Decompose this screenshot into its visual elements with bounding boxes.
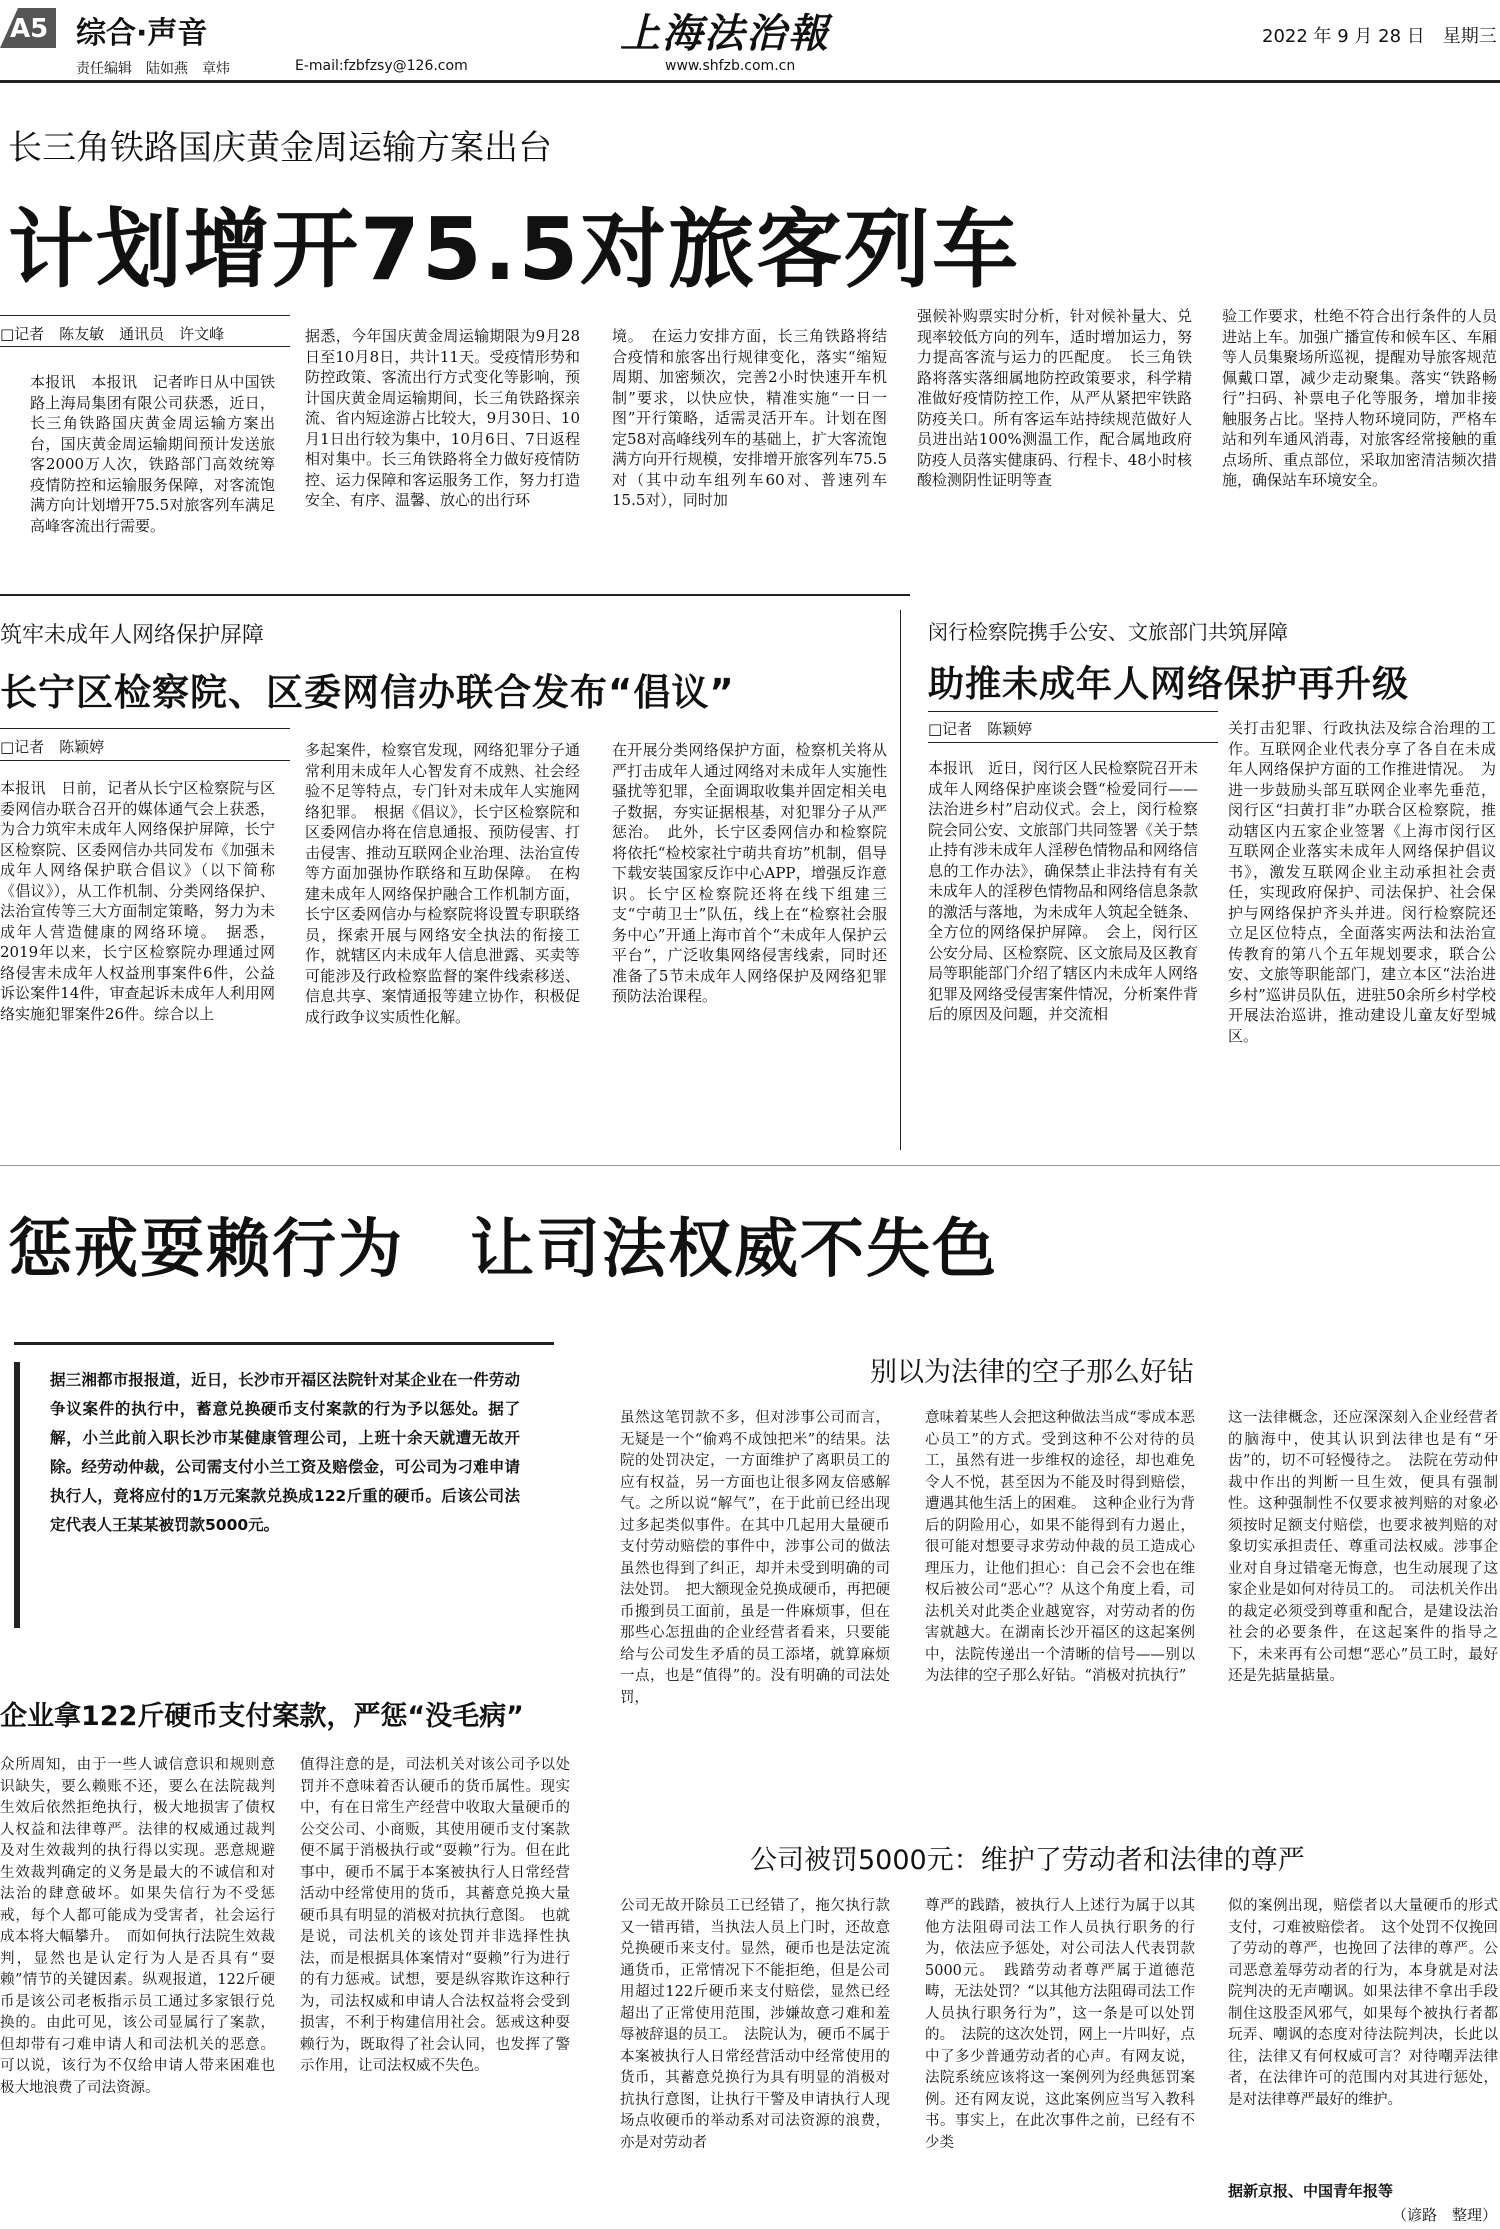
article2-kicker: 筑牢未成年人网络保护屏障 xyxy=(0,623,265,648)
feature-intro: 据三湘都市报报道，近日，长沙市开福区法院针对某企业在一件劳动争议案件的执行中，蓄意兑换硬币支付案款的行为予以惩处。据了解，小兰此前入职长沙市某健康管理公司，上班十余天就遭无故开除。经劳动仲裁，公司需支付小兰工资及赔偿金，可公司为刁难申请执行人，竟将应付的1万元案款兑换成122斤重的硬币。后该公司法定代表人王某某被罚款5000元。 xyxy=(50,1371,520,1534)
sec3-col1: 公司无故开除员工已经错了，拖欠执行款又一错再错，当执法人员上门时，还故意兑换硬币来支付。显然，硬币也是法定流通货币，正常情况下不能拒绝，但是公司用超过122斤硬币来支付赔偿，显然已经超出了正常使用范围，涉嫌故意刁难和羞辱被辞退的员工。 法院认为，硬币不属于本案被执行人日常经营活动中经常使用的货币，其蓄意兑换行为具有明显的消极对抗执行意图，让执行干警及申请执行人现场点收硬币的举动系对司法资源的浪费，亦是对劳动者 xyxy=(620,1898,890,2151)
article2-headline: 长宁区检察院、区委网信办联合发布“倡议” xyxy=(0,671,735,714)
article2-byline-rule-bottom xyxy=(0,760,290,761)
article-divider-vertical xyxy=(900,610,901,1150)
editors: 责任编辑 陆如燕 章炜 xyxy=(76,61,230,77)
sec3-title: 公司被罚5000元：维护了劳动者和法律的尊严 xyxy=(750,1845,1305,1876)
article1-byline: □记者 陈友敏 通讯员 许文峰 xyxy=(0,325,225,343)
issue-date: 2022 年 9 月 28 日 星期三 xyxy=(1262,26,1497,47)
sec1-col1: 众所周知，由于一些人诚信意识和规则意识缺失，要么赖账不还，要么在法院裁判生效后依然拒绝执行，极大地损害了债权人权益和法律尊严。法律的权威通过裁判及对生效裁判的执行得以实现。恶意规避生效裁判确定的义务是最大的不诚信和对法治的肆意破坏。如果失信行为不受惩戒，每个人都可能成为受害者，社会运行成本将大幅攀升。 而如何执行法院生效裁判，显然也是认定行为人是否具有“耍赖”情节的关键因素。纵观报道，122斤硬币是该公司老板指示员工通过多家银行兑换的。由此可见，该公司显属行了案款，但却带有刁难申请人和司法机关的恶意。可以说，该行为不仅给申请人带来困难也极大地浪费了司法资源。 xyxy=(0,1757,275,2096)
article2-col2: 多起案件，检察官发现，网络犯罪分子通常利用未成年人心智发育不成熟、社会经验不足等特点，专门针对未成年人实施网络犯罪。 根据《倡议》，长宁区检察院和区委网信办将在信息通报、预防侵害、打击侵害、推动互联网企业治理、法治宣传等方面加强协作联络和互助保障。 在构建未成年人网络保护融合工作机制方面，长宁区委网信办与检察院将设置专职联络员，探索开展与网络安全执法的衔接工作，就辖区内未成年人信息泄露、买卖等可能涉及行政检察监督的案件线索移送、信息共享、案情通报等建立协作，积极促成行政争议实质性化解。 xyxy=(305,741,580,1026)
article3-byline: □记者 陈颖婷 xyxy=(928,720,1033,738)
article3-byline-rule xyxy=(928,711,1218,712)
sec1-title: 企业拿122斤硬币支付案款，严惩“没毛病” xyxy=(0,1701,524,1732)
page-number: A5 xyxy=(10,14,49,44)
article1-kicker: 长三角铁路国庆黄金周运输方案出台 xyxy=(8,128,552,168)
article1-col2: 据悉，今年国庆黄金周运输期限为9月28日至10月8日，共计11天。受疫情形势和防控政策、客流出行方式变化等影响，预计国庆黄金周运输期间，长三角铁路探亲流、省内短途游占比较大，9月30日、10月1日出行较为集中，10月6日、7日返程相对集中。长三角铁路将全力做好疫情防控、运力保障和客运服务工作，努力打造安全、有序、温馨、放心的出行环 xyxy=(305,327,580,509)
section-divider xyxy=(0,1165,1500,1166)
sec3-col2: 尊严的践踏，被执行人上述行为属于以其他方法阻碍司法工作人员执行职务的行为，依法应予惩处，对公司法人代表罚款5000元。 践踏劳动者尊严属于道德范畴，无法处罚？“以其他方法阻碍司法工作人员执行职务行为”，这一条是可以处罚的。 法院的这次处罚，网上一片叫好，点中了多少普通劳动者的心声。有网友说，法院系统应该将这一案例列为经典惩罚案例。还有网友说，这此案例应当写入教科书。事实上，在此次事件之前，已经有不少类 xyxy=(925,1898,1195,2151)
article1-byline-rule-bottom xyxy=(0,346,290,347)
article2-col3: 在开展分类网络保护方面，检察机关将从严打击成年人通过网络对未成年人实施性骚扰等犯罪，全面调取收集并固定相关电子数据，夯实证据根基，对犯罪分子从严惩治。 此外，长宁区委网信办和检察院将依托“检校家社宁萌共育坊”机制，倡导下载安装国家反诈中心APP，增强反诈意识。长宁区检察院还将在线下组建三支“宁萌卫士”队伍，线上在“检察社会服务中心”开通上海市首个“未成年人保护云平台”，广泛收集网络侵害线索，同时还准备了5节未成年人网络保护及网络犯罪预防法治课程。 xyxy=(612,741,887,1005)
article1-col3: 境。 在运力安排方面，长三角铁路将结合疫情和旅客出行规律变化，落实“缩短周期、加密频次，完善2小时快速开车机制”要求，以快应快，精准实施“一日一图”开行策略，适需灵活开车。计划在图定58对高峰线列车的基础上，扩大客流饱满方向开行规模，安排增开旅客列车75.5对（其中动车组列车60对、普速列车15.5对），同时加 xyxy=(612,327,887,509)
article2-col1: 本报讯 日前，记者从长宁区检察院与区委网信办联合召开的媒体通气会上获悉，为合力筑牢未成年人网络保护屏障，长宁区检察院、区委网信办共同发布《加强未成年人网络保护联合倡议》（以下简称《倡议》），从工作机制、分类网络保护、法治宣传等三大方面制定策略，努力为未成年人营造健康的网络环境。 据悉，2019年以来，长宁区检察院办理通过网络侵害未成年人权益刑事案件6件，公益诉讼案件14件，审查起诉未成年人利用网络实施犯罪案件26件。综合以上 xyxy=(0,779,275,1023)
feature-source: 据新京报、中国青年报等 xyxy=(1228,2182,1394,2200)
page-number-badge xyxy=(0,8,56,48)
editor-email: E-mail:fzbfzsy@126.com xyxy=(295,58,468,74)
sec2-col1: 虽然这笔罚款不多，但对涉事公司而言，无疑是一个“偷鸡不成蚀把米”的结果。法院的处罚决定，一方面维护了离职员工的应有权益，另一方面也让很多网友倍感解气。之所以说“解气”，在于此前已经出现过多起类似事件。在其中几起用大量硬币支付劳动赔偿的事件中，涉事公司的做法虽然也得到了纠正，却并未受到明确的司法处罚。 把大额现金兑换成硬币，再把硬币搬到员工面前，虽是一件麻烦事，但在那些心怎扭曲的企业经营者看来，只要能给与公司发生矛盾的员工添堵，就算麻烦一点，也是“值得”的。没有明确的司法处罚， xyxy=(620,1410,890,1706)
article3-headline: 助推未成年人网络保护再升级 xyxy=(928,664,1410,705)
article3-byline-rule-bottom xyxy=(928,742,1218,743)
article3-col1: 本报讯 近日，闵行区人民检察院召开未成年人网络保护座谈会暨“检爱同行——法治进乡村”启动仪式。会上，闵行检察院会同公安、文旅部门共同签署《关于禁止持有涉未成年人淫秽色情物品和网络信息的工作办法》，确保禁止非法持有有关未成年人的淫秽色情物品和网络信息条款的激活与落地，为未成年人筑起全链条、全方位的网络保护屏障。 会上，闵行区公安分局、区检察院、区文旅局及区教育局等职能部门介绍了辖区内未成年人网络犯罪及网络受侵害案件情况，分析案件背后的原因及问题，并交流相 xyxy=(928,759,1198,1023)
article2-byline-rule xyxy=(0,728,290,729)
feature-headline: 惩戒耍赖行为 让司法权威不失色 xyxy=(8,1213,998,1287)
article1-byline-rule xyxy=(0,315,290,316)
sec2-title: 别以为法律的空子那么好钻 xyxy=(870,1357,1194,1388)
masthead-rule xyxy=(0,80,1500,83)
article1-col5: 验工作要求，杜绝不符合出行条件的人员进站上车。加强广播宣传和候车区、车厢等人员集聚场所巡视，提醒劝导旅客规范佩戴口罩，减少走动聚集。落实“铁路畅行”扫码、补票电子化等服务，增加非接触服务占比。坚持人物环境同防，严格车站和列车通风消毒，对旅客经常接触的重点场所、重点部位，采取加密清洁频次措施，确保站车环境安全。 xyxy=(1222,307,1497,489)
article1-bottom-rule xyxy=(0,594,910,596)
website: www.shfzb.com.cn xyxy=(665,58,796,74)
sec2-col3: 这一法律概念，还应深深刻入企业经营者的脑海中，使其认识到法律也是有“牙齿”的，切不可轻慢待之。 法院在劳动仲裁中作出的判断一旦生效，便具有强制性。这种强制性不仅要求被判赔的对象必须按时足额支付赔偿，也要求被判赔的对象切实承担责任、尊重司法权威。涉事企业对自身过错毫无悔意，也生动展现了这家企业是如何对待员工的。 司法机关作出的裁定必须受到尊重和配合，是建设法治社会的必要条件，在这起案件的指导之下，未来再有公司想“恶心”员工时，最好还是先掂量掂量。 xyxy=(1228,1410,1498,1684)
paper-name: 上海法治報 xyxy=(620,10,830,57)
article1-headline: 计划增开75.5对旅客列车 xyxy=(8,200,1021,300)
sec3-col3: 似的案例出现，赔偿者以大量硬币的形式支付，刁难被赔偿者。 这个处罚不仅挽回了劳动的尊严，也挽回了法律的尊严。公司恶意羞辱劳动者的行为，本身就是对法院判决的无声嘲讽。如果法律不拿出手段制住这股歪风邪气，如果每个被执行者都玩弄、嘲讽的态度对待法院判决，长此以往，法律又有何权威可言？对待嘲弄法律者，在法律许可的范围内对其进行惩处，是对法律尊严最好的维护。 xyxy=(1228,1898,1498,2108)
section-title: 综合·声音 xyxy=(76,16,208,51)
sec1-col2: 值得注意的是，司法机关对该公司予以处罚并不意味着否认硬币的货币属性。现实中，有在日常生产经营中收取大量硬币的公交公司、小商贩，其使用硬币支付案款便不属于消极执行或“耍赖”行为。但在此事中，硬币不属于本案被执行人日常经营活动中经常使用的货币，其蓄意兑换大量硬币具有明显的消极对抗执行意图。 也就是说，司法机关的该处罚并非选择性执法，而是根据具体案情对“耍赖”行为进行的有力惩戒。试想，要是纵容欺诈这种行为，司法权威和申请人合法权益将会受到损害，不利于构建信用社会。惩戒这种耍赖行为，既取得了社会认同，也发挥了警示作用，让司法权威不失色。 xyxy=(300,1757,570,2074)
article1-col1: 本报讯 本报讯 记者昨日从中国铁路上海局集团有限公司获悉，近日，长三角铁路国庆黄金周运输方案出台，国庆黄金周运输期间预计发送旅客2000万人次，铁路部门高效统筹疫情防控和运输服务保障，对客流饱满方向计划增开75.5对旅客列车满足高峰客流出行需要。 xyxy=(30,373,275,535)
article3-kicker: 闵行检察院携手公安、文旅部门共筑屏障 xyxy=(928,620,1288,644)
article1-col4: 强候补购票实时分析，针对候补量大、兑现率较低方向的列车，适时增加运力，努力提高客流与运力的匹配度。 长三角铁路将落实落细属地防控政策要求，科学精准做好疫情防控工作，从严从紧把牢铁路防疫关口。所有客运车站持续规范做好人员进出站100%测温工作，配合属地政府防疫人员落实健康码、行程卡、48小时核酸检测阴性证明等查 xyxy=(917,307,1192,489)
sec2-col2: 意味着某些人会把这种做法当成“零成本恶心员工”的方式。受到这种不公对待的员工，虽然有进一步维权的途径，却也难免令人不悦，甚至因为不能及时得到赔偿，遭遇其他生活上的困难。 这种企业行为背后的阴险用心，如果不能得到有力遏止，很可能对想要寻求劳动仲裁的员工造成心理压力，让他们担心：自己会不会也在维权后被公司“恶心”？从这个角度上看，司法机关对此类企业越宽容，对劳动者的伤害就越大。在湖南长沙开福区的这起案例中，法院传递出一个清晰的信号——别以为法律的空子那么好钻。“消极对抗执行” xyxy=(925,1410,1195,1684)
feature-sign: （谚路 整理） xyxy=(1392,2206,1498,2224)
feature-intro-top-rule xyxy=(14,1342,554,1345)
article3-col2: 关打击犯罪、行政执法及综合治理的工作。互联网企业代表分享了各自在未成年人网络保护方面的工作推进情况。 为进一步鼓励头部互联网企业率先垂范，闵行区“扫黄打非”办联合区检察院，推动辖区内五家企业签署《上海市闵行区互联网企业落实未成年人网络保护倡议书》，激发互联网企业主动承担社会责任，实现政府保护、司法保护、社会保护与网络保护齐头并进。闵行检察院还立足区位特点，全面落实两法和法治宣传教育的第八个五年规划要求，联合公安、文旅等职能部门，建立本区“法治进乡村”巡讲员队伍，进驻50余所乡村学校开展法治巡讲，推动建设儿童友好型城区。 xyxy=(1228,719,1496,1045)
article2-byline: □记者 陈颖婷 xyxy=(0,738,105,756)
